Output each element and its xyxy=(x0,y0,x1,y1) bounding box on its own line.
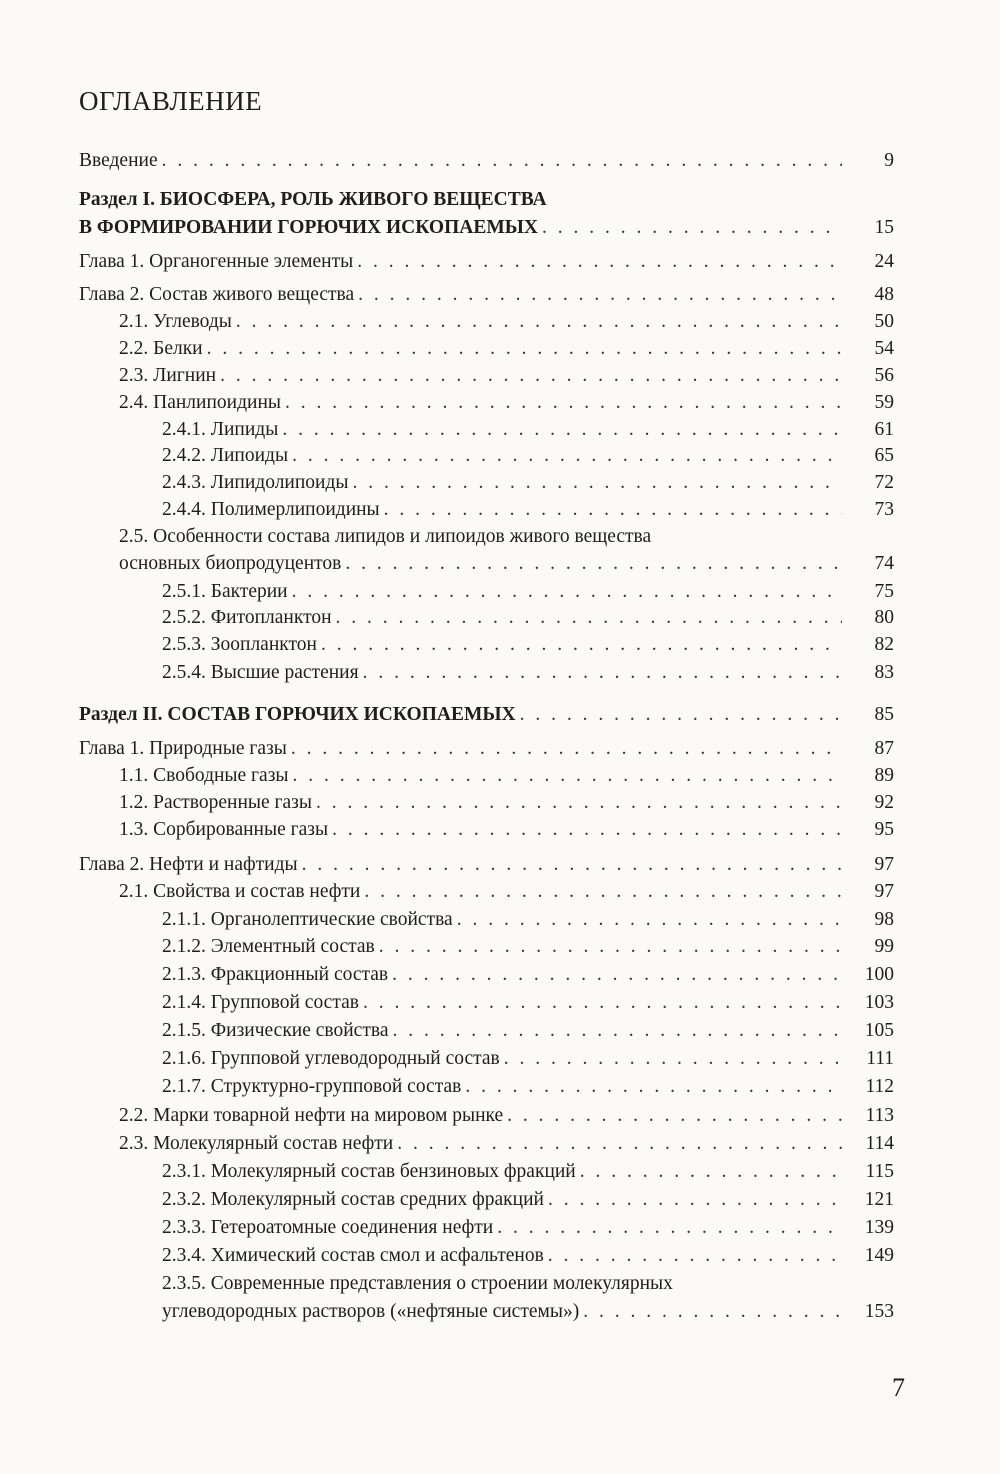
toc-entry[interactable] xyxy=(0,335,1000,363)
toc-entry-label: углеводородных растворов («нефтяные системы») xyxy=(162,1301,580,1322)
toc-entry-label: 2.2. Марки товарной нефти на мировом рынке xyxy=(119,1105,504,1126)
toc-entry-label: 1.3. Сорбированные газы xyxy=(119,819,329,840)
toc-entry-label: 2.4.4. Полимерлипоидины xyxy=(162,499,380,520)
dot-leader xyxy=(316,789,842,817)
toc-entry-page: 56 xyxy=(874,365,894,386)
toc-entry-label: Введение xyxy=(79,150,158,171)
toc-entry-label: 2.1.5. Физические свойства xyxy=(162,1020,389,1041)
toc-entry-label: 2.3.4. Химический состав смол и асфальтенов xyxy=(162,1245,544,1266)
dot-leader xyxy=(358,281,842,309)
toc-entry[interactable] xyxy=(0,789,1000,817)
dot-leader xyxy=(507,1102,842,1130)
toc-entry[interactable] xyxy=(0,1130,1000,1158)
dot-leader xyxy=(392,1017,842,1045)
dot-leader xyxy=(220,362,842,390)
toc-entry-label: 2.4.3. Липидолипоиды xyxy=(162,472,349,493)
dot-leader xyxy=(321,631,842,659)
dot-leader xyxy=(332,816,842,844)
toc-entry[interactable] xyxy=(0,1186,1000,1214)
dot-leader xyxy=(336,604,842,632)
toc-entry-label: 2.1. Углеводы xyxy=(119,311,232,332)
toc-entry[interactable] xyxy=(0,878,1000,906)
toc-entry-page: 111 xyxy=(866,1048,894,1069)
toc-entry[interactable] xyxy=(0,735,1000,763)
toc-entry-label: 2.3. Молекулярный состав нефти xyxy=(119,1133,394,1154)
dot-leader xyxy=(379,933,842,961)
dot-leader xyxy=(207,335,842,363)
toc-entry[interactable] xyxy=(0,906,1000,934)
toc-entry-page: 15 xyxy=(874,217,894,238)
toc-entry-label: основных биопродуцентов xyxy=(119,553,342,574)
toc-entry-page: 139 xyxy=(864,1217,894,1238)
dot-leader xyxy=(291,735,842,763)
toc-entry-page: 73 xyxy=(874,499,894,520)
toc-entry-page: 98 xyxy=(874,909,894,930)
toc-entry-label: Глава 1. Природные газы xyxy=(79,738,287,759)
toc-entry-line: 2.5. Особенности состава липидов и липоидов живого вещества xyxy=(119,526,652,547)
toc-entry-label: 2.5.3. Зоопланктон xyxy=(162,634,317,655)
toc-entry-page: 121 xyxy=(864,1189,894,1210)
toc-entry-page: 61 xyxy=(874,419,894,440)
toc-entry-line: 2.3.5. Современные представления о строении молекулярных xyxy=(162,1273,673,1294)
toc-entry-label: 2.4.2. Липоиды xyxy=(162,445,289,466)
toc-entry-label: 2.3.1. Молекулярный состав бензиновых фракций xyxy=(162,1161,576,1182)
toc-entry-label: 2.3.3. Гетероатомные соединения нефти xyxy=(162,1217,494,1238)
toc-entry[interactable] xyxy=(0,762,1000,790)
toc-entry-page: 100 xyxy=(864,964,894,985)
dot-leader xyxy=(384,496,842,524)
toc-entry-page: 87 xyxy=(874,738,894,759)
toc-entry-label: 2.3. Лигнин xyxy=(119,365,217,386)
toc-entry-label: Глава 2. Состав живого вещества xyxy=(79,284,355,305)
dot-leader xyxy=(542,214,842,242)
dot-leader xyxy=(397,1130,842,1158)
dot-leader xyxy=(162,147,842,175)
page-title: ОГЛАВЛЕНИЕ xyxy=(79,86,263,116)
dot-leader xyxy=(302,851,842,879)
toc-entry-page: 115 xyxy=(865,1161,894,1182)
dot-leader xyxy=(392,961,842,989)
toc-entry[interactable] xyxy=(0,442,1000,470)
toc-entry[interactable] xyxy=(0,816,1000,844)
toc-entry-label: 2.1.1. Органолептические свойства xyxy=(162,909,453,930)
toc-entry-page: 97 xyxy=(874,854,894,875)
toc-entry[interactable] xyxy=(0,933,1000,961)
toc-entry-label: 2.1. Свойства и состав нефти xyxy=(119,881,361,902)
toc-entry-page: 105 xyxy=(864,1020,894,1041)
dot-leader xyxy=(363,989,842,1017)
toc-entry-page: 74 xyxy=(874,553,894,574)
toc-entry-label: В ФОРМИРОВАНИИ ГОРЮЧИХ ИСКОПАЕМЫХ xyxy=(79,217,538,238)
toc-entry[interactable] xyxy=(0,1102,1000,1130)
toc-entry[interactable] xyxy=(0,1045,1000,1073)
toc-entry-label: Глава 1. Органогенные элементы xyxy=(79,251,354,272)
toc-entry-page: 153 xyxy=(864,1301,894,1322)
toc-entry[interactable] xyxy=(0,1214,1000,1242)
dot-leader xyxy=(292,442,842,470)
toc-entry-page: 97 xyxy=(874,881,894,902)
toc-entry-page: 24 xyxy=(874,251,894,272)
toc-entry-page: 85 xyxy=(874,704,894,725)
toc-entry[interactable] xyxy=(0,308,1000,336)
dot-leader xyxy=(293,762,842,790)
toc-entry[interactable] xyxy=(0,1017,1000,1045)
dot-leader xyxy=(353,469,842,497)
dot-leader xyxy=(292,578,842,606)
toc-entry-page: 114 xyxy=(865,1133,894,1154)
toc-entry-label: 2.5.2. Фитопланктон xyxy=(162,607,332,628)
toc-entry[interactable] xyxy=(0,550,1000,578)
toc-entry-page: 50 xyxy=(874,311,894,332)
toc-entry[interactable] xyxy=(0,604,1000,632)
toc-entry[interactable] xyxy=(0,362,1000,390)
toc-entry-page: 103 xyxy=(864,992,894,1013)
toc-entry[interactable] xyxy=(0,214,1000,242)
dot-leader xyxy=(345,550,842,578)
toc-entry[interactable] xyxy=(0,389,1000,417)
toc-entry[interactable] xyxy=(0,851,1000,879)
toc-entry-page: 75 xyxy=(874,581,894,602)
toc-entry-line: Раздел I. БИОСФЕРА, РОЛЬ ЖИВОГО ВЕЩЕСТВА xyxy=(79,189,547,210)
dot-leader xyxy=(504,1045,842,1073)
dot-leader xyxy=(363,659,842,687)
toc-entry[interactable] xyxy=(0,1242,1000,1270)
dot-leader xyxy=(580,1158,842,1186)
toc-entry-page: 89 xyxy=(874,765,894,786)
dot-leader xyxy=(548,1242,842,1270)
dot-leader xyxy=(282,416,842,444)
toc-entry[interactable] xyxy=(0,281,1000,309)
toc-entry[interactable] xyxy=(0,659,1000,687)
dot-leader xyxy=(497,1214,842,1242)
toc-entry-label: 2.3.2. Молекулярный состав средних фракций xyxy=(162,1189,544,1210)
toc-entry-label: 2.2. Белки xyxy=(119,338,203,359)
toc-entry[interactable] xyxy=(0,1158,1000,1186)
dot-leader xyxy=(364,878,842,906)
toc-entry[interactable] xyxy=(0,147,1000,175)
toc-entry[interactable] xyxy=(0,496,1000,524)
toc-entry-page: 83 xyxy=(874,662,894,683)
toc-entry-label: 1.2. Растворенные газы xyxy=(119,792,312,813)
dot-leader xyxy=(520,701,842,729)
toc-entry[interactable] xyxy=(0,248,1000,276)
toc-entry-page: 72 xyxy=(874,472,894,493)
toc-entry-page: 80 xyxy=(874,607,894,628)
toc-entry-label: 2.5.1. Бактерии xyxy=(162,581,288,602)
toc-entry-page: 92 xyxy=(874,792,894,813)
toc-entry-label: 2.4. Панлипоидины xyxy=(119,392,281,413)
toc-entry-label: 2.4.1. Липиды xyxy=(162,419,279,440)
toc-entry[interactable] xyxy=(0,1298,1000,1326)
toc-entry[interactable] xyxy=(0,578,1000,606)
toc-entry-label: 1.1. Свободные газы xyxy=(119,765,289,786)
toc-entry-label: Раздел II. СОСТАВ ГОРЮЧИХ ИСКОПАЕМЫХ xyxy=(79,704,516,725)
dot-leader xyxy=(357,248,842,276)
toc-entry-label: 2.1.2. Элементный состав xyxy=(162,936,375,957)
dot-leader xyxy=(457,906,842,934)
toc-entry-label: 2.1.4. Групповой состав xyxy=(162,992,359,1013)
toc-entry[interactable] xyxy=(0,701,1000,729)
dot-leader xyxy=(548,1186,842,1214)
toc-entry[interactable] xyxy=(0,1073,1000,1101)
toc-entry-page: 82 xyxy=(874,634,894,655)
toc-entry-label: 2.5.4. Высшие растения xyxy=(162,662,359,683)
toc-entry-page: 149 xyxy=(864,1245,894,1266)
toc-entry-page: 113 xyxy=(865,1105,894,1126)
page-number: 7 xyxy=(892,1373,905,1402)
toc-entry-label: 2.1.7. Структурно-групповой состав xyxy=(162,1076,462,1097)
toc-entry[interactable] xyxy=(0,416,1000,444)
toc-entry-label: 2.1.6. Групповой углеводородный состав xyxy=(162,1048,500,1069)
dot-leader xyxy=(465,1073,842,1101)
toc-entry-page: 54 xyxy=(874,338,894,359)
toc-entry[interactable] xyxy=(0,631,1000,659)
toc-entry-page: 95 xyxy=(874,819,894,840)
dot-leader xyxy=(285,389,842,417)
toc-entry[interactable] xyxy=(0,989,1000,1017)
toc-entry-label: 2.1.3. Фракционный состав xyxy=(162,964,389,985)
toc-entry-page: 65 xyxy=(874,445,894,466)
toc-entry-page: 112 xyxy=(865,1076,894,1097)
toc-entry-page: 99 xyxy=(874,936,894,957)
dot-leader xyxy=(583,1298,842,1326)
toc-entry-page: 48 xyxy=(874,284,894,305)
dot-leader xyxy=(236,308,842,336)
toc-entry[interactable] xyxy=(0,961,1000,989)
toc-entry-label: Глава 2. Нефти и нафтиды xyxy=(79,854,298,875)
toc-entry[interactable] xyxy=(0,469,1000,497)
toc-entry-page: 9 xyxy=(884,150,894,171)
toc-entry-page: 59 xyxy=(874,392,894,413)
